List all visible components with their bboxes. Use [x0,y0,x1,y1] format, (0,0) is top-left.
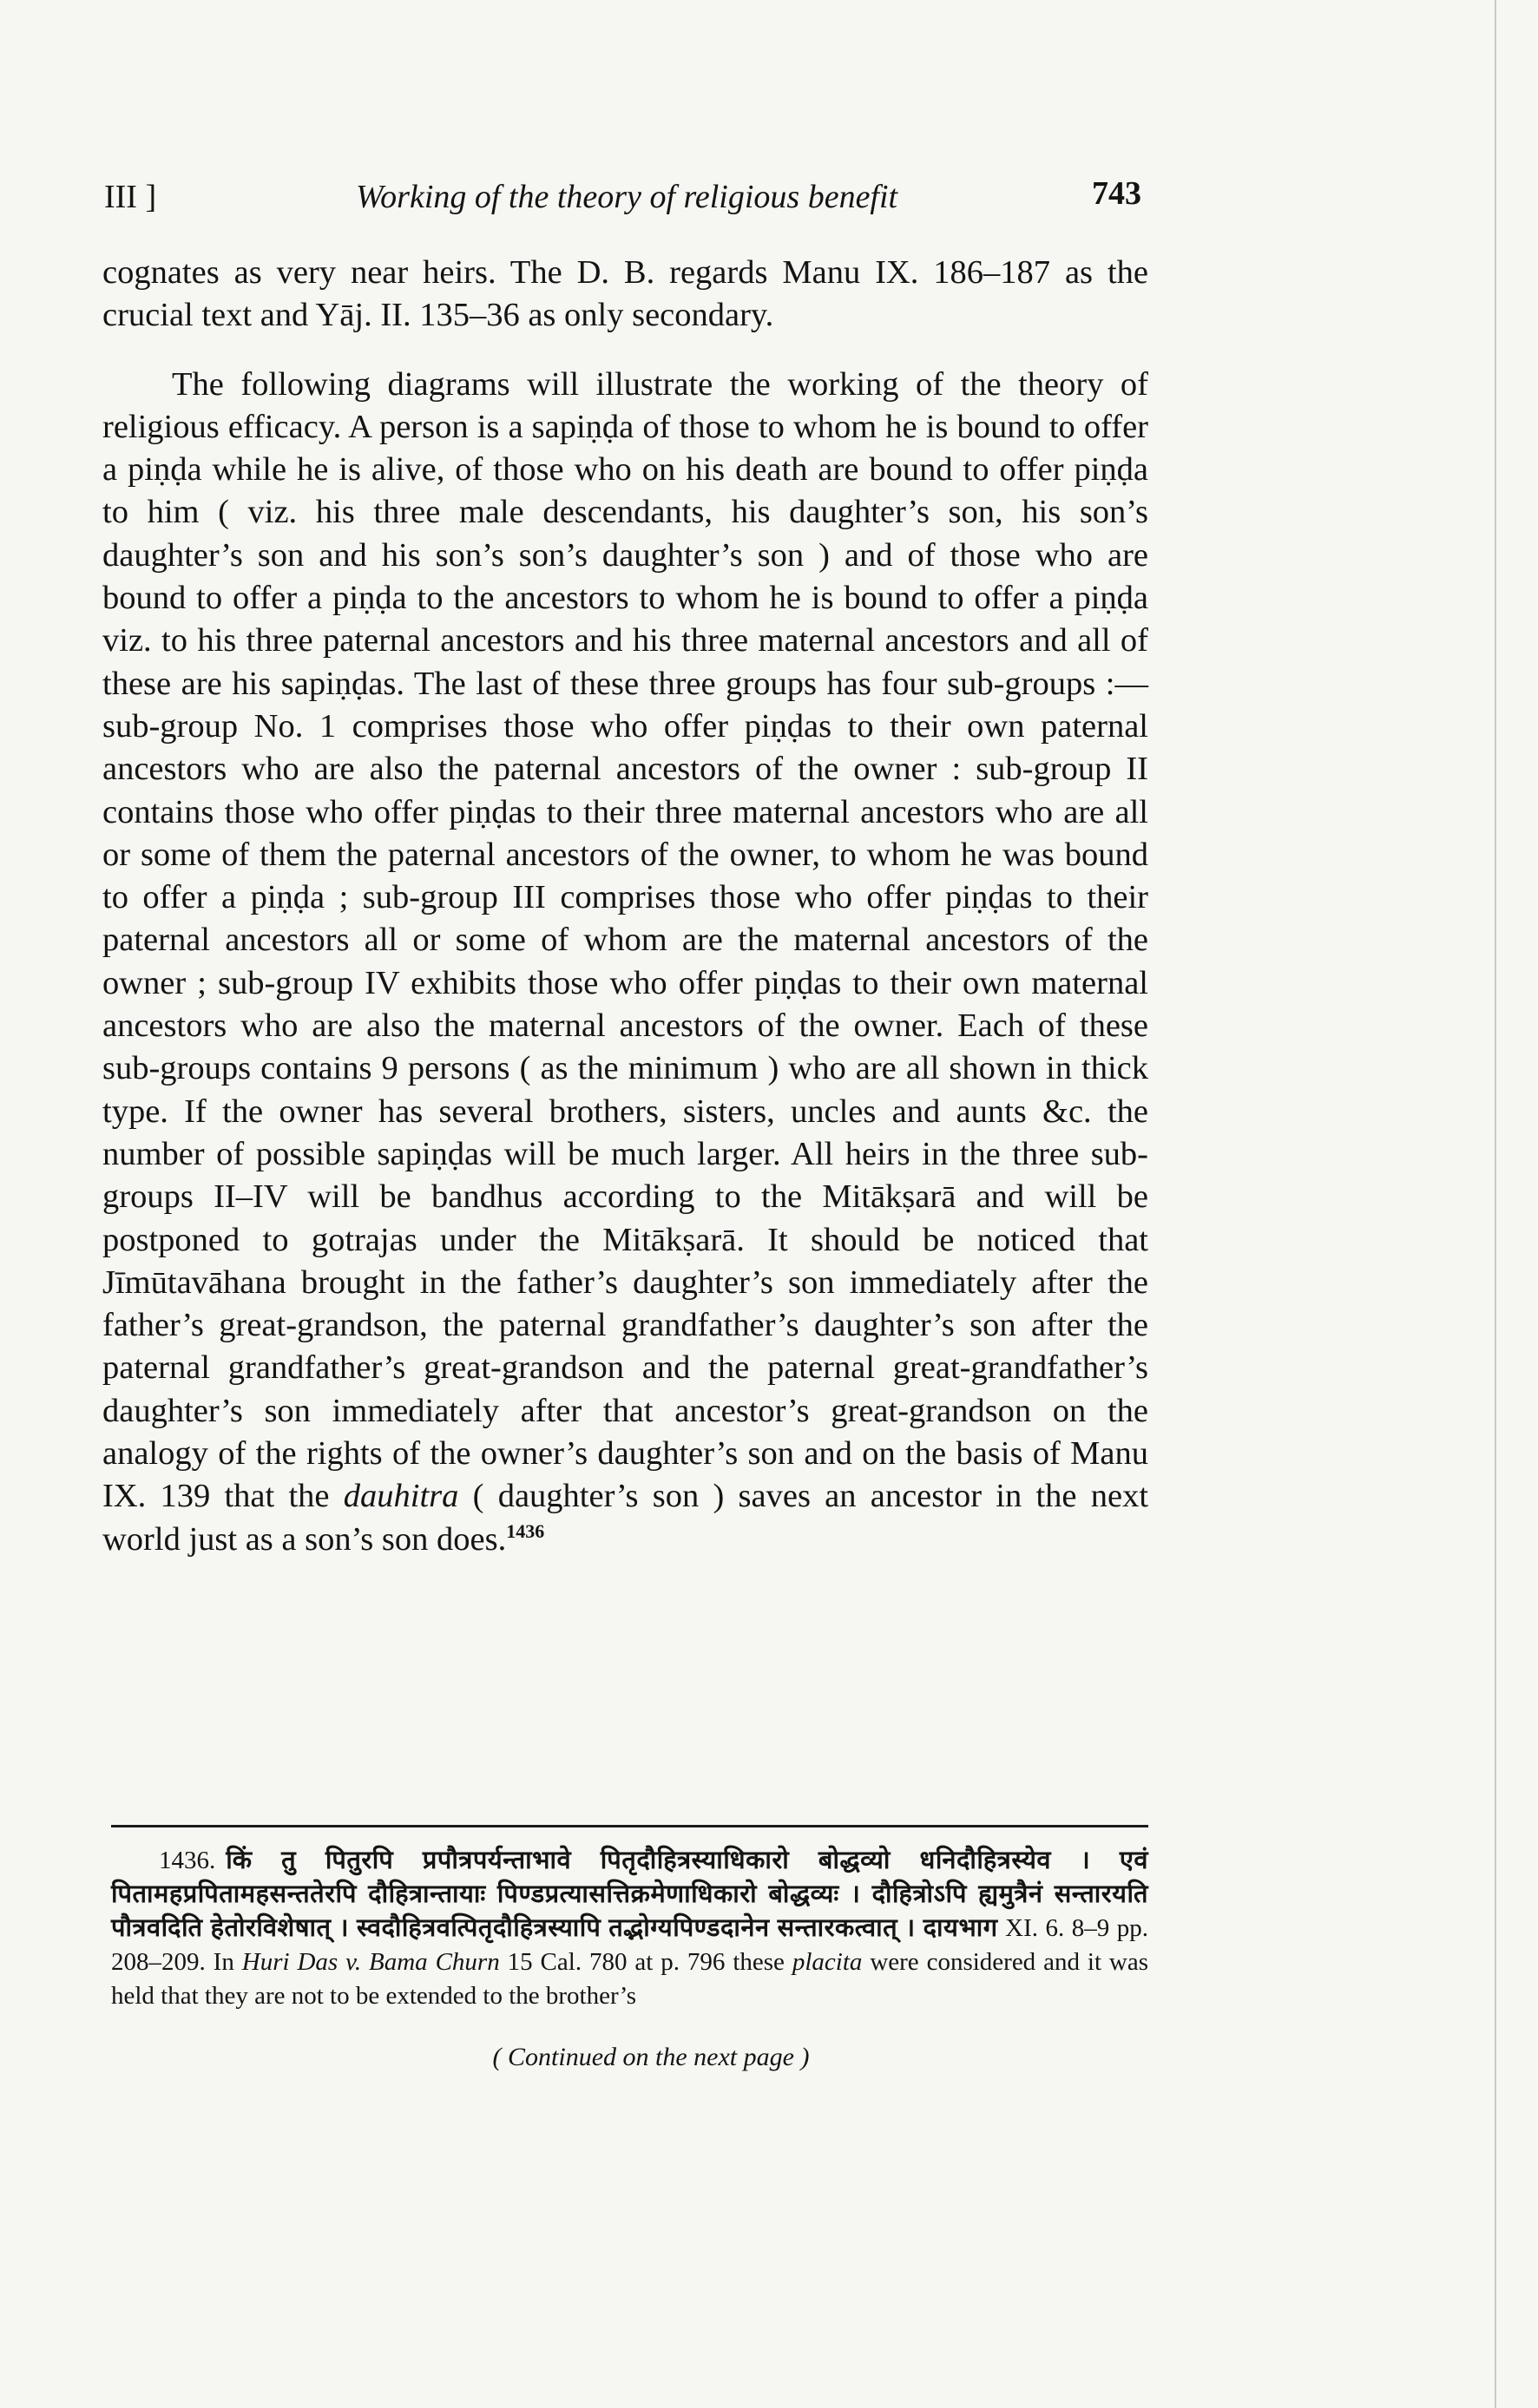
case-name: Huri Das v. Bama Churn [241,1948,500,1976]
running-title: Working of the theory of religious benefit [356,179,898,215]
section-number: III ] [104,179,157,215]
footnote-1436 [111,1844,1148,2013]
footnote-ref[interactable]: 1436 [506,1519,545,1542]
dayabhaga-citation: XI. 6. 8–9 pp. 208–209. [111,1914,1149,1976]
sanskrit-quotation: किं तु पितुरपि प्रपौत्रपर्यन्ताभावे पितृदौहित्रस्याधिकारो बोद्धव्यो धनिदौहित्रस्येव । एवं पितामहप्रपितामहसन्ततेरपि दौहित्रान्तायाः पिण्डप्रत्यासत्तिक्रमेणाधिकारो बोद्धव्यः । दौहित्रोऽपि ह्यमुत्रैनं सन्तारयति पौत्रवदिति हेतोरविशेषात् । स्वदौहित्रवत्पितृदौहित्रस्यापि तद्भोग्यपिण्डदानेन सन्तारकत्वात् । दायभाग [111,1847,1148,1942]
page-number: 743 [1092,175,1141,212]
case-tail: were considered and it was held that they are not to be extended to the brother’s [111,1948,1149,2010]
footnote-number: 1436. [159,1847,216,1874]
continued-note: ( Continued on the next page ) [492,2043,810,2071]
placita-term: placita [792,1948,863,1976]
paragraph-2 [102,364,1148,1561]
paragraph-2-tail: ( daughter’s son ) saves an ancestor in the next world just as a son’s son does. [102,1478,1149,1558]
running-header [104,175,1141,221]
paragraph-1: cognates as very near heirs. The D. B. regards Manu IX. 186–187 as the crucial text and Yāj. II. 135–36 as only secondary. [102,254,1148,334]
footnote-divider [111,1825,1148,1827]
case-reference: 15 Cal. 780 at p. 796 these [507,1948,785,1976]
page-edge-rule [1495,0,1496,2408]
paragraph-2-text: The following diagrams will illustrate the working of the theory of religious efficacy. A person is a sapiṇḍa of those to whom he is bound to offer a piṇḍa while he is alive, of those who on his death are bound to offer piṇḍa to him ( viz. his three male descendants, his daughter’s son, his son’s daughter’s son and his son’s son’s daughter’s son ) and of those who are bound to offer a piṇḍa to the ancestors to whom he is bound to offer a piṇḍa viz. to his three paternal ancestors and his three maternal ancestors and all of these are his sapiṇḍas. The last of these three groups has four sub-groups :—sub-group No. 1 comprises those who offer piṇḍas to their own paternal ancestors who are also the paternal ancestors of the owner : sub-group II contains those who offer piṇḍas to their three maternal ancestors who are all or some of them the paternal ancestors of the owner, to whom he was bound to offer a piṇḍa ; sub-group III comprises those who offer piṇḍas to their paternal ancestors all or some of whom are the maternal ancestors of the owner ; sub-group IV exhibits those who offer piṇḍas to their own maternal ancestors who are also the maternal ancestors of the owner. Each of these sub-groups contains 9 persons ( as the minimum ) who are all shown in thick type. If the owner has several brothers, sisters, uncles and aunts &c. the number of possible sapiṇḍas will be much larger. All heirs in the three sub-groups II–IV will be bandhus according to the Mitākṣarā and will be postponed to gotrajas under the Mitākṣarā. It should be noticed that Jīmūtavāhana brought in the father’s daughter’s son immediately after the father’s great-grandson, the paternal grandfather’s daughter’s son after the paternal grandfather’s great-grandson and the paternal great-grandfather’s daughter’s son immediately after that ancestor’s great-grandson on the analogy of the rights of the owner’s daughter’s son and on the basis of Manu IX. 139 that the [102,365,1148,1515]
main-text [102,252,1148,1561]
dauhitra-term: dauhitra [343,1478,459,1515]
case-prefix: In [213,1948,234,1976]
